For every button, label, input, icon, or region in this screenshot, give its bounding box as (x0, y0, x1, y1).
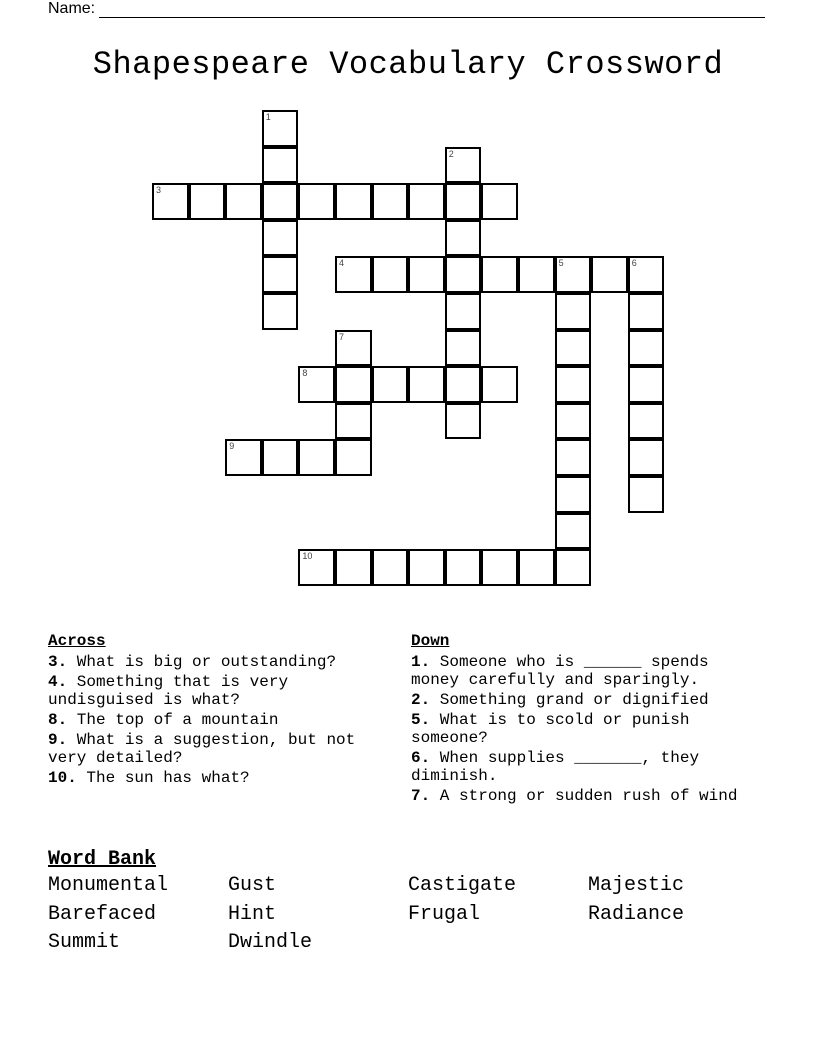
word-bank-item: Majestic (588, 874, 685, 897)
crossword-cell[interactable] (518, 256, 555, 293)
across-clue (48, 653, 393, 671)
crossword-cell[interactable] (335, 183, 372, 220)
cell-number: 9 (229, 441, 235, 452)
crossword-cell[interactable] (335, 549, 372, 586)
crossword-cell[interactable] (555, 403, 592, 440)
word-bank-item: Dwindle (228, 931, 313, 954)
crossword-cell[interactable] (298, 549, 335, 586)
crossword-cell[interactable] (335, 330, 372, 367)
down-clue (411, 787, 761, 805)
crossword-cell[interactable] (555, 476, 592, 513)
crossword-cell[interactable] (628, 330, 665, 367)
crossword-cell[interactable] (445, 403, 482, 440)
crossword-cell[interactable] (372, 366, 409, 403)
cell-number: 6 (631, 258, 637, 269)
clue-text: Something grand or dignified (430, 691, 709, 709)
across-clues (48, 632, 393, 789)
crossword-cell[interactable] (445, 293, 482, 330)
crossword-cell[interactable] (262, 256, 299, 293)
cell-number: 3 (156, 185, 162, 196)
page-title: Shapespeare Vocabulary Crossword (92, 46, 724, 83)
clue-text: Someone who is ______ spends money carefully and sparingly. (411, 653, 709, 689)
clue-number: 9. (48, 731, 68, 749)
crossword-cell[interactable] (628, 403, 665, 440)
down-clue (411, 653, 761, 689)
clue-text: The sun has what? (76, 769, 250, 787)
crossword-cell[interactable] (225, 183, 262, 220)
crossword-cell[interactable] (481, 256, 518, 293)
clue-number: 8. (48, 711, 68, 729)
crossword-cell[interactable] (298, 183, 335, 220)
crossword-cell[interactable] (225, 439, 262, 476)
clue-number: 6. (411, 749, 431, 767)
crossword-cell[interactable] (445, 220, 482, 257)
crossword-cell[interactable] (628, 293, 665, 330)
crossword-cell[interactable] (262, 183, 299, 220)
crossword-cell[interactable] (518, 549, 555, 586)
word-bank-item: Castigate (408, 874, 517, 897)
crossword-cell[interactable] (445, 183, 482, 220)
down-clue (411, 691, 761, 709)
across-heading: Across (48, 632, 106, 650)
crossword-cell[interactable] (262, 220, 299, 257)
crossword-cell[interactable] (481, 549, 518, 586)
crossword-cell[interactable] (262, 293, 299, 330)
crossword-cell[interactable] (445, 256, 482, 293)
clue-number: 3. (48, 653, 68, 671)
clue-number: 5. (411, 711, 431, 729)
word-bank-item: Summit (48, 931, 121, 954)
down-clue (411, 749, 761, 785)
clue-text: Something that is very undisguised is what? (48, 673, 289, 709)
cell-number: 10 (302, 551, 313, 562)
crossword-cell[interactable] (445, 147, 482, 184)
crossword-cell[interactable] (555, 549, 592, 586)
clue-text: The top of a mountain (67, 711, 279, 729)
down-clue (411, 711, 761, 747)
across-clue (48, 731, 393, 767)
word-bank-item: Radiance (588, 902, 685, 926)
crossword-cell[interactable] (189, 183, 226, 220)
crossword-cell[interactable] (628, 439, 665, 476)
crossword-cell[interactable] (555, 293, 592, 330)
crossword-cell[interactable] (445, 330, 482, 367)
word-bank-heading: Word Bank (48, 848, 157, 871)
crossword-cell[interactable] (591, 256, 628, 293)
crossword-cell[interactable] (408, 183, 445, 220)
across-clue (48, 673, 393, 709)
crossword-cell[interactable] (555, 439, 592, 476)
cell-number: 1 (265, 112, 271, 122)
clue-number: 7. (411, 787, 431, 805)
crossword-cell[interactable] (481, 183, 518, 220)
crossword-cell[interactable] (628, 256, 665, 293)
cell-number: 2 (448, 148, 454, 159)
clue-text: When supplies _______, they diminish. (411, 749, 700, 785)
crossword-cell[interactable] (408, 366, 445, 403)
word-bank-item: Barefaced (48, 902, 157, 926)
crossword-cell[interactable] (628, 476, 665, 513)
down-heading: Down (411, 632, 450, 650)
word-bank-item: Gust (228, 874, 277, 897)
crossword-cell[interactable] (408, 256, 445, 293)
clue-number: 10. (48, 769, 77, 787)
clue-text: A strong or sudden rush of wind (430, 787, 738, 805)
word-bank-item: Hint (228, 902, 277, 926)
crossword-cell[interactable] (335, 256, 372, 293)
crossword-cell[interactable] (372, 183, 409, 220)
clue-number: 2. (411, 691, 431, 709)
crossword-cell[interactable] (481, 366, 518, 403)
crossword-cell[interactable] (262, 110, 299, 147)
crossword-cell[interactable] (298, 366, 335, 403)
across-clue-list (48, 653, 393, 787)
crossword-cell[interactable] (262, 147, 299, 184)
crossword-cell[interactable] (372, 549, 409, 586)
crossword-cell[interactable] (335, 366, 372, 403)
word-bank-item: Monumental (48, 874, 169, 897)
crossword-cell[interactable] (335, 439, 372, 476)
cell-number: 4 (339, 258, 345, 269)
crossword-cell[interactable] (555, 366, 592, 403)
across-clue (48, 769, 393, 787)
word-bank-item: Frugal (408, 902, 481, 926)
down-clue-list (411, 653, 761, 805)
down-clues (411, 632, 761, 807)
cell-number: 7 (339, 331, 345, 342)
clue-number: 1. (411, 653, 431, 671)
crossword-cell[interactable] (152, 183, 189, 220)
crossword-cell[interactable] (408, 549, 445, 586)
clue-text: What is to scold or punish someone? (411, 711, 690, 747)
clue-text: What is big or outstanding? (67, 653, 337, 671)
crossword-cell[interactable] (262, 439, 299, 476)
crossword-cell[interactable] (555, 513, 592, 550)
clue-text: What is a suggestion, but not very detailed? (48, 731, 356, 767)
crossword-cell[interactable] (372, 256, 409, 293)
crossword-cell[interactable] (555, 330, 592, 367)
cell-number: 5 (558, 258, 564, 269)
cell-number: 8 (302, 368, 308, 379)
across-clue (48, 711, 393, 729)
crossword-cell[interactable] (445, 549, 482, 586)
crossword-cell[interactable] (555, 256, 592, 293)
name-label: Name: (48, 0, 96, 17)
crossword-cell[interactable] (335, 403, 372, 440)
clue-number: 4. (48, 673, 68, 691)
crossword-cell[interactable] (445, 366, 482, 403)
crossword-cell[interactable] (628, 366, 665, 403)
crossword-cell[interactable] (298, 439, 335, 476)
